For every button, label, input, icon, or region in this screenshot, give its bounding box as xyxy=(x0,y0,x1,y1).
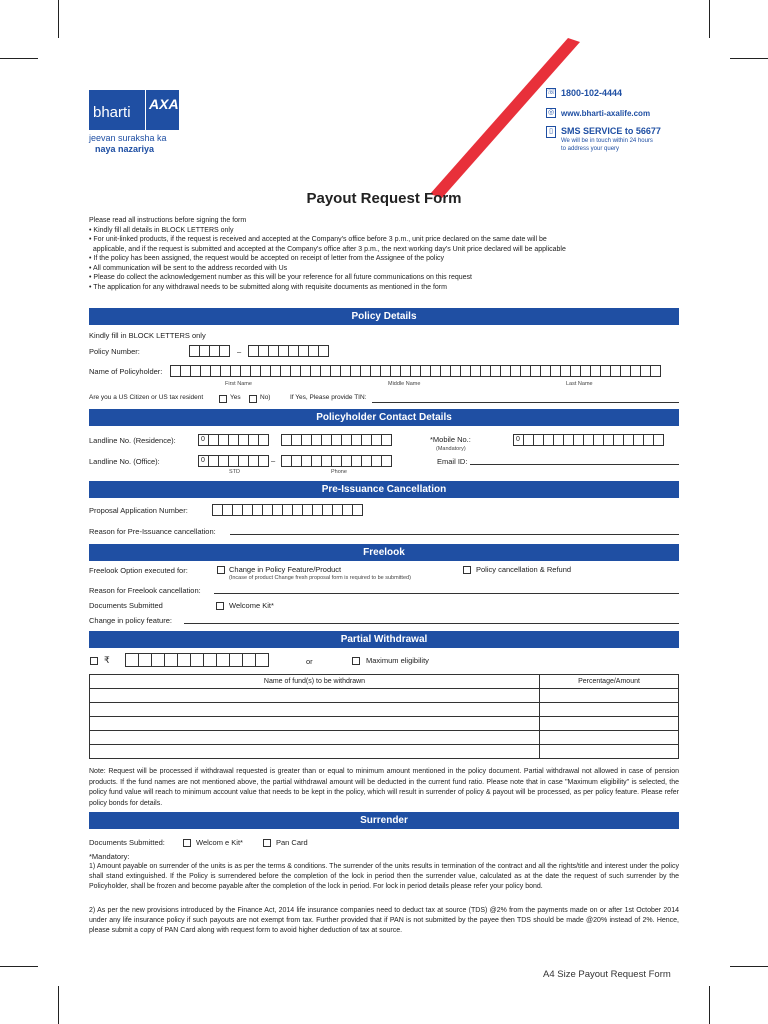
fund-name-cell[interactable] xyxy=(90,745,540,759)
rupee-symbol: ₹ xyxy=(104,655,110,665)
instruction-item: • For unit-linked products, if the request is received and accepted at the Company's office before 3 p.m., unit price declared on the same date will be xyxy=(89,236,547,243)
change-policy-note: (Incase of product Change fresh proposal form is required to be submitted) xyxy=(229,575,411,581)
tagline-bold: naya nazariya xyxy=(95,144,155,154)
policy-number-label: Policy Number: xyxy=(89,347,140,356)
std-caption: STD xyxy=(229,469,240,475)
surrender-para-2: 2) As per the new provisions introduced by the Finance Act, 2014 life insurance companies need to deduct tax at source (TDS) @2% from the payments made on or after 1st October 2014 under any life insurance policy if such payouts are not exempt from tax. Further provided that if PAN is not submitted by the payee then TDS should be made @20% instead of 2%. Hence, please submit a copy of PAN Card along with request form to avoid higher deduction of tax at source. xyxy=(89,907,679,934)
section-surrender: Surrender xyxy=(89,812,679,829)
surrender-docs-label: Documents Submitted: xyxy=(89,838,165,847)
freelook-welcome-kit-label: Welcome Kit* xyxy=(229,601,274,610)
email-input[interactable] xyxy=(470,464,679,465)
fund-name-cell[interactable] xyxy=(90,689,540,703)
freelook-reason-input[interactable] xyxy=(214,593,679,594)
change-feature-input[interactable] xyxy=(184,623,679,624)
instructions xyxy=(89,216,689,292)
table-row xyxy=(90,731,679,745)
us-no-label: No) xyxy=(260,394,271,401)
surrender-para-1: 1) Amount payable on surrender of the units is as per the terms & conditions. The surrender of the units results in termination of the contract and all the rights/title and interest under the policy shall stand extinguished. If the Policy is surrendered before the completion of the lock in period then the surrender value, calculated as at the date the request of such surrender by the Policyholder, shall be frozen and become payable after the completion of the lock in period. For lock in period details please refer your policy bond. xyxy=(89,863,679,890)
tin-label: If Yes, Please provide TIN: xyxy=(290,394,367,401)
proposal-number-input[interactable] xyxy=(212,504,362,516)
us-yes-checkbox[interactable] xyxy=(219,395,227,403)
table-row xyxy=(90,745,679,759)
tagline: jeevan suraksha ka xyxy=(89,133,167,143)
mobile-input[interactable]: 0 xyxy=(513,434,663,446)
web-icon: ◎ xyxy=(547,109,555,116)
policy-refund-label: Policy cancellation & Refund xyxy=(476,565,572,574)
mandatory-note: *Mandatory: xyxy=(89,852,130,861)
policy-number-input[interactable] xyxy=(189,345,229,357)
crop-mark xyxy=(58,986,59,1024)
max-eligibility-checkbox[interactable] xyxy=(352,657,360,665)
instruction-item: applicable, and if the request is submitted and accepted at the Company's office after 3 p.m., the next working day's Unit price declared will be applicable xyxy=(89,245,566,253)
instruction-item: • If the policy has been assigned, the request would be accepted on receipt of letter from the Assignee of the policy xyxy=(89,255,445,262)
percentage-cell[interactable] xyxy=(540,745,679,759)
instructions-intro: Please read all instructions before signing the form xyxy=(89,217,247,224)
pan-card-checkbox[interactable] xyxy=(263,839,271,847)
crop-mark xyxy=(730,58,768,59)
crop-mark xyxy=(730,966,768,967)
landline-office-dash: – xyxy=(271,456,276,465)
pre-issuance-reason-input[interactable] xyxy=(230,534,679,535)
proposal-number-label: Proposal Application Number: xyxy=(89,506,188,515)
tin-input[interactable] xyxy=(372,402,679,403)
or-label: or xyxy=(306,657,313,666)
phone-icon: ☏ xyxy=(547,89,556,96)
table-header-row xyxy=(90,675,679,689)
phone-number: 1800-102-4444 xyxy=(561,88,623,98)
website: www.bharti-axalife.com xyxy=(561,109,651,118)
crop-mark xyxy=(709,0,710,38)
fund-name-cell[interactable] xyxy=(90,703,540,717)
table-row xyxy=(90,717,679,731)
section-pre-issuance: Pre-Issuance Cancellation xyxy=(89,481,679,498)
surrender-welcome-kit-checkbox[interactable] xyxy=(183,839,191,847)
landline-residence-std[interactable]: 0 xyxy=(198,434,268,446)
policy-number-dash: – xyxy=(237,347,242,356)
first-name-caption: First Name xyxy=(225,381,252,387)
freelook-welcome-kit-checkbox[interactable] xyxy=(216,602,224,610)
section-policy-details: Policy Details xyxy=(89,308,679,325)
landline-office-std[interactable]: 0 xyxy=(198,455,268,467)
sms-note: to address your query xyxy=(561,146,620,152)
freelook-reason-label: Reason for Freelook cancellation: xyxy=(89,586,201,595)
logo-bharti: bharti xyxy=(89,90,145,130)
landline-office-phone[interactable] xyxy=(281,455,391,467)
instruction-item: • Please do collect the acknowledgement number as this will be your reference for all future communications on this request xyxy=(89,274,472,281)
percentage-cell[interactable] xyxy=(540,717,679,731)
table-row xyxy=(90,689,679,703)
crop-mark xyxy=(709,986,710,1024)
freelook-docs-label: Documents Submitted xyxy=(89,601,163,610)
middle-name-caption: Middle Name xyxy=(388,381,421,387)
us-citizen-question: Are you a US Citizen or US tax resident xyxy=(89,394,204,401)
fund-name-cell[interactable] xyxy=(90,717,540,731)
sms-note: We will be in touch within 24 hours xyxy=(561,138,653,144)
email-label: Email ID: xyxy=(437,457,468,466)
policy-refund-checkbox[interactable] xyxy=(463,566,471,574)
freelook-option-label: Freelook Option executed for: xyxy=(89,566,188,575)
percentage-header: Percentage/Amount xyxy=(540,675,679,689)
last-name-caption: Last Name xyxy=(566,381,593,387)
crop-mark xyxy=(58,0,59,38)
fund-table xyxy=(89,674,679,759)
policy-number-input-2[interactable] xyxy=(248,345,328,357)
landline-residence-label: Landline No. (Residence): xyxy=(89,436,176,445)
page-title: Payout Request Form xyxy=(306,190,462,207)
instruction-item: • All communication will be sent to the address recorded with Us xyxy=(89,264,288,272)
percentage-cell[interactable] xyxy=(540,731,679,745)
amount-checkbox[interactable] xyxy=(90,657,98,665)
pan-card-label: Pan Card xyxy=(276,838,308,847)
withdrawal-amount-input[interactable] xyxy=(125,653,268,667)
surrender-welcome-kit-label: Welcom e Kit* xyxy=(196,838,243,847)
crop-mark xyxy=(0,58,38,59)
section-partial-withdrawal: Partial Withdrawal xyxy=(89,631,679,648)
us-yes-label: Yes xyxy=(230,394,241,401)
landline-office-label: Landline No. (Office): xyxy=(89,457,160,466)
max-eligibility-label: Maximum eligibility xyxy=(366,656,429,665)
us-no-checkbox[interactable] xyxy=(249,395,257,403)
section-freelook: Freelook xyxy=(89,544,679,561)
percentage-cell[interactable] xyxy=(540,689,679,703)
phone-caption: Phone xyxy=(331,469,347,475)
pre-issuance-reason-label: Reason for Pre-Issuance cancellation: xyxy=(89,527,216,536)
change-feature-label: Change in policy feature: xyxy=(89,616,172,625)
block-letters-note: Kindly fill in BLOCK LETTERS only xyxy=(89,331,206,340)
percentage-cell[interactable] xyxy=(540,703,679,717)
policyholder-name-input[interactable] xyxy=(170,365,660,377)
logo-axa: AXA xyxy=(145,90,179,130)
footer-label: A4 Size Payout Request Form xyxy=(543,969,671,980)
instruction-item: • Kindly fill all details in BLOCK LETTERS only xyxy=(89,226,234,234)
change-policy-checkbox[interactable] xyxy=(217,566,225,574)
instruction-item: • The application for any withdrawal needs to be submitted along with requisite documents as mentioned in the form xyxy=(89,283,447,291)
brand-logo xyxy=(89,90,179,130)
mobile-label: *Mobile No.: xyxy=(430,435,471,444)
table-row xyxy=(90,703,679,717)
crop-mark xyxy=(0,966,38,967)
mobile-mandatory: (Mandatory) xyxy=(436,446,466,452)
accent-stripe xyxy=(430,38,580,198)
policyholder-name-label: Name of Policyholder: xyxy=(89,367,163,376)
section-contact-details: Policyholder Contact Details xyxy=(89,409,679,426)
sms-icon: ▯ xyxy=(546,126,556,138)
partial-withdrawal-note: Note: Request will be processed if withdrawal requested is greater than or equal to minimum amount mentioned in the policy document. Partial withdrawal not allowed in case of pension products. If the fund names are not mentioned above, the partial withdrawal amount will be deducted in the current fund ratio. Please note that in case "Maximum eligibility" is selected, the policy fund value will reach to minimum account value that needs to be kept in the policy, which will result in surrender of policy & payout will be processed, as per policy feature. Please refer policy bonds for details. xyxy=(89,768,679,807)
fund-name-cell[interactable] xyxy=(90,731,540,745)
landline-residence-phone[interactable] xyxy=(281,434,391,446)
change-policy-label: Change in Policy Feature/Product xyxy=(229,565,342,574)
sms-service: SMS SERVICE to 56677 xyxy=(561,126,661,136)
fund-name-header: Name of fund(s) to be withdrawn xyxy=(90,675,540,689)
